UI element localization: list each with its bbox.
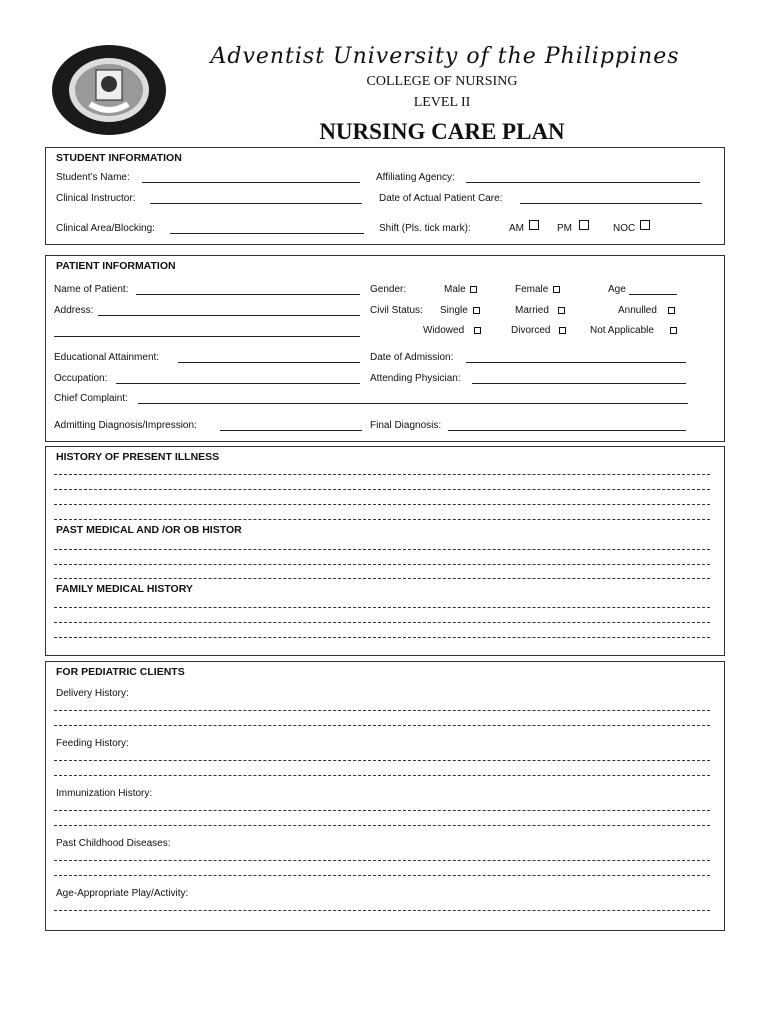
level-label: LEVEL II: [413, 95, 471, 110]
civil-not-applicable-checkbox[interactable]: [670, 327, 677, 334]
history-section: [45, 446, 725, 656]
occupation-field[interactable]: [116, 383, 360, 384]
present-illness-line-2[interactable]: [54, 489, 710, 490]
admitting-diagnosis-label: Admitting Diagnosis/Impression:: [54, 420, 197, 431]
immunization-history-line-2[interactable]: [54, 825, 710, 826]
pediatric-section: [45, 661, 725, 931]
civil-single-label: Single: [440, 305, 468, 316]
delivery-history-label: Delivery History:: [56, 688, 129, 699]
present-illness-line-1[interactable]: [54, 474, 710, 475]
form-title: NURSING CARE PLAN: [319, 119, 565, 144]
childhood-diseases-line-2[interactable]: [54, 875, 710, 876]
attending-physician-field[interactable]: [472, 383, 686, 384]
occupation-label: Occupation:: [54, 373, 108, 384]
immunization-history-label: Immunization History:: [56, 788, 153, 799]
college-name: COLLEGE OF NURSING: [366, 74, 518, 89]
play-activity-line-1[interactable]: [54, 910, 710, 911]
education-label: Educational Attainment:: [54, 352, 160, 363]
delivery-history-line-2[interactable]: [54, 725, 710, 726]
civil-married-checkbox[interactable]: [558, 307, 565, 314]
address-field-line-2[interactable]: [54, 336, 360, 337]
play-activity-label: Age-Appropriate Play/Activity:: [56, 888, 189, 899]
patient-information-section: [45, 255, 725, 442]
clinical-instructor-label: Clinical Instructor:: [56, 193, 136, 204]
past-medical-title: PAST MEDICAL AND /OR OB HISTOR: [56, 524, 242, 536]
age-label: Age: [608, 284, 626, 295]
shift-am-label: AM: [509, 223, 524, 234]
patient-care-date-label: Date of Actual Patient Care:: [379, 193, 503, 204]
admitting-diagnosis-field[interactable]: [220, 430, 362, 431]
shift-label: Shift (Pls. tick mark):: [379, 223, 471, 234]
civil-widowed-checkbox[interactable]: [474, 327, 481, 334]
student-information-section: [45, 147, 725, 245]
clinical-area-label: Clinical Area/Blocking:: [56, 223, 155, 234]
student-section-title: STUDENT INFORMATION: [56, 152, 182, 164]
shift-noc-label: NOC: [613, 223, 636, 234]
civil-widowed-label: Widowed: [423, 325, 465, 336]
feeding-history-line-2[interactable]: [54, 775, 710, 776]
shift-am-checkbox[interactable]: [529, 220, 539, 230]
patient-name-field[interactable]: [136, 294, 360, 295]
civil-status-label: Civil Status:: [370, 305, 423, 316]
gender-female-checkbox[interactable]: [553, 286, 560, 293]
civil-single-checkbox[interactable]: [473, 307, 480, 314]
past-medical-line-2[interactable]: [54, 564, 710, 565]
shift-pm-label: PM: [557, 223, 572, 234]
affiliating-agency-label: Affiliating Agency:: [376, 172, 455, 183]
family-history-line-3[interactable]: [54, 637, 710, 638]
university-seal-icon: [50, 44, 168, 136]
attending-physician-label: Attending Physician:: [370, 373, 461, 384]
civil-annulled-label: Annulled: [618, 305, 657, 316]
immunization-history-line-1[interactable]: [54, 810, 710, 811]
chief-complaint-label: Chief Complaint:: [54, 393, 128, 404]
gender-label: Gender:: [370, 284, 407, 295]
delivery-history-line-1[interactable]: [54, 710, 710, 711]
clinical-instructor-field[interactable]: [150, 203, 362, 204]
present-illness-title: HISTORY OF PRESENT ILLNESS: [56, 451, 220, 463]
gender-male-label: Male: [444, 284, 466, 295]
address-field[interactable]: [98, 315, 360, 316]
affiliating-agency-field[interactable]: [466, 182, 700, 183]
gender-female-label: Female: [515, 284, 549, 295]
final-diagnosis-field[interactable]: [448, 430, 686, 431]
feeding-history-label: Feeding History:: [56, 738, 129, 749]
age-field[interactable]: [629, 294, 677, 295]
present-illness-line-3[interactable]: [54, 504, 710, 505]
feeding-history-line-1[interactable]: [54, 760, 710, 761]
gender-male-checkbox[interactable]: [470, 286, 477, 293]
student-name-field[interactable]: [142, 182, 360, 183]
childhood-diseases-line-1[interactable]: [54, 860, 710, 861]
past-medical-line-1[interactable]: [54, 549, 710, 550]
civil-divorced-label: Divorced: [511, 325, 551, 336]
address-label: Address:: [54, 305, 94, 316]
civil-not-applicable-label: Not Applicable: [590, 325, 654, 336]
patient-name-label: Name of Patient:: [54, 284, 129, 295]
family-history-title: FAMILY MEDICAL HISTORY: [56, 583, 193, 595]
patient-care-date-field[interactable]: [520, 203, 702, 204]
education-field[interactable]: [178, 362, 360, 363]
admission-date-field[interactable]: [466, 362, 686, 363]
civil-married-label: Married: [515, 305, 549, 316]
student-name-label: Student’s Name:: [56, 172, 130, 183]
shift-pm-checkbox[interactable]: [579, 220, 589, 230]
final-diagnosis-label: Final Diagnosis:: [370, 420, 442, 431]
present-illness-line-4[interactable]: [54, 519, 710, 520]
patient-section-title: PATIENT INFORMATION: [56, 260, 176, 272]
civil-annulled-checkbox[interactable]: [668, 307, 675, 314]
pediatric-title: FOR PEDIATRIC CLIENTS: [56, 666, 185, 678]
admission-date-label: Date of Admission:: [370, 352, 454, 363]
shift-noc-checkbox[interactable]: [640, 220, 650, 230]
chief-complaint-field[interactable]: [138, 403, 688, 404]
childhood-diseases-label: Past Childhood Diseases:: [56, 838, 171, 849]
university-name: Adventist University of the Philippines: [210, 44, 680, 69]
past-medical-line-3[interactable]: [54, 578, 710, 579]
family-history-line-2[interactable]: [54, 622, 710, 623]
clinical-area-field[interactable]: [170, 233, 364, 234]
family-history-line-1[interactable]: [54, 607, 710, 608]
civil-divorced-checkbox[interactable]: [559, 327, 566, 334]
